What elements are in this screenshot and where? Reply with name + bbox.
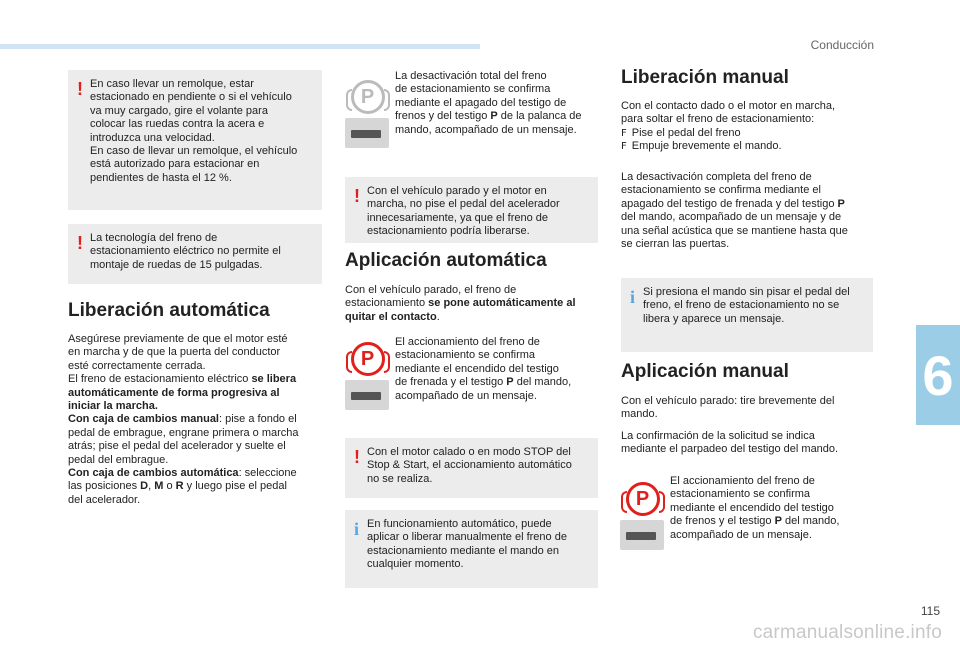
- figure-caption-off: La desactivación total del freno de estacionamiento se confirma mediante el apagado del testigo de frenos y del testigo P de la palanca de mando, acompañado de un mensaje.: [395, 70, 582, 136]
- parking-brake-figure-manual: [620, 482, 665, 550]
- warning-text: Con el motor calado o en modo STOP del Stop & Start, el accionamiento automático no se realiza.: [367, 446, 572, 485]
- parking-brake-on-icon: P: [626, 482, 660, 516]
- warning-text: En caso llevar un remolque, estar estacionado en pendiente o si el vehículo va muy cargado, gire el volante para colocar las ruedas contra la acera e introduzca una velocidad. En caso de llevar un remolque, el vehículo está autorizado para estacionar en pendientes de hasta el 12 %.: [90, 78, 298, 184]
- heading-aplicacion-manual: Aplicación manual: [621, 361, 789, 382]
- body-confirmacion: La confirmación de la solicitud se indica mediante el parpadeo del testigo del mando.: [621, 430, 839, 456]
- header-rule: [0, 44, 480, 49]
- info-icon: i: [630, 287, 636, 307]
- warning-icon: !: [354, 186, 360, 206]
- parking-brake-switch-icon: [345, 380, 389, 410]
- chapter-tab: 6: [916, 325, 960, 425]
- body-desactivacion: La desactivación completa del freno de estacionamiento se confirma mediante el apagado del testigo de frenada y del testigo P del mando, acompañado de un mensaje y de una señal acústica que se mantiene hasta que se cierran las puertas.: [621, 171, 848, 251]
- body-liberacion-automatica: Asegúrese previamente de que el motor esté en marcha y de que la puerta del conductor esté correctamente cerrada. El freno de estacionamiento eléctrico se libera automáticamente de forma progresiva al iniciar la marcha. Con caja de cambios manual: pise a fondo el pedal de embrague, engrane primera o marcha atrás; pise el pedal del acelerador y suelte el pedal del embrague. Con caja de cambios automática: seleccione las posiciones D, M o R y luego pise el pedal del acelerador.: [68, 333, 299, 506]
- info-icon: i: [354, 519, 360, 539]
- heading-liberacion-manual: Liberación manual: [621, 67, 789, 88]
- list-item: F Empuje brevemente el mando.: [621, 140, 782, 153]
- info-box-no-brake-pedal: [621, 278, 873, 352]
- warning-icon: !: [354, 447, 360, 467]
- info-text: En funcionamiento automático, puede aplicar o liberar manualmente el freno de estacionamiento mediante el mando en cualquier momento.: [367, 518, 567, 571]
- page-number: 115: [920, 604, 940, 618]
- list-item: F Pise el pedal del freno: [621, 126, 741, 139]
- body-liberacion-manual: Con el contacto dado o el motor en marcha, para soltar el freno de estacionamiento: F Pise el pedal del freno F Empuje brevemente el mando.: [621, 100, 876, 154]
- parking-brake-figure-off: [345, 80, 390, 148]
- watermark: carmanualsonline.info: [752, 622, 942, 643]
- warning-box-trailer: [68, 70, 322, 210]
- bullet-icon: F: [621, 141, 627, 153]
- body-aplicacion-manual: Con el vehículo parado: tire brevemente del mando.: [621, 395, 835, 421]
- warning-text: Con el vehículo parado y el motor en marcha, no pise el pedal del acelerador innecesariamente, ya que el freno de estacionamiento podría liberarse.: [367, 185, 560, 238]
- figure-caption-manual: El accionamiento del freno de estacionamiento se confirma mediante el encendido del testigo de frenos y el testigo P del mando, acompañado de un mensaje.: [670, 475, 840, 541]
- warning-icon: !: [77, 233, 83, 253]
- parking-brake-switch-icon: [345, 118, 389, 148]
- warning-box-stop-start: [345, 438, 598, 498]
- parking-brake-on-icon: P: [351, 342, 385, 376]
- heading-liberacion-automatica: Liberación automática: [68, 300, 270, 321]
- parking-brake-switch-icon: [620, 520, 664, 550]
- warning-icon: !: [77, 79, 83, 99]
- bullet-icon: F: [621, 127, 627, 139]
- warning-text: La tecnología del freno de estacionamiento eléctrico no permite el montaje de ruedas de 15 pulgadas.: [90, 232, 281, 271]
- info-text: Si presiona el mando sin pisar el pedal del freno, el freno de estacionamiento no se libera y aparece un mensaje.: [643, 286, 850, 325]
- warning-box-wheels: [68, 224, 322, 284]
- heading-aplicacion-automatica: Aplicación automática: [345, 250, 547, 271]
- figure-caption-on: El accionamiento del freno de estacionamiento se confirma mediante el encendido del testigo de frenada y el testigo P del mando, acompañado de un mensaje.: [395, 336, 572, 402]
- intro-aplicacion-automatica: Con el vehículo parado, el freno de estacionamiento se pone automáticamente al quitar el contacto.: [345, 284, 576, 323]
- warning-box-accelerator: [345, 177, 598, 243]
- parking-brake-figure-on: [345, 342, 390, 410]
- section-label: Conducción: [810, 38, 874, 52]
- info-box-manual-override: [345, 510, 598, 588]
- parking-brake-off-icon: P: [351, 80, 385, 114]
